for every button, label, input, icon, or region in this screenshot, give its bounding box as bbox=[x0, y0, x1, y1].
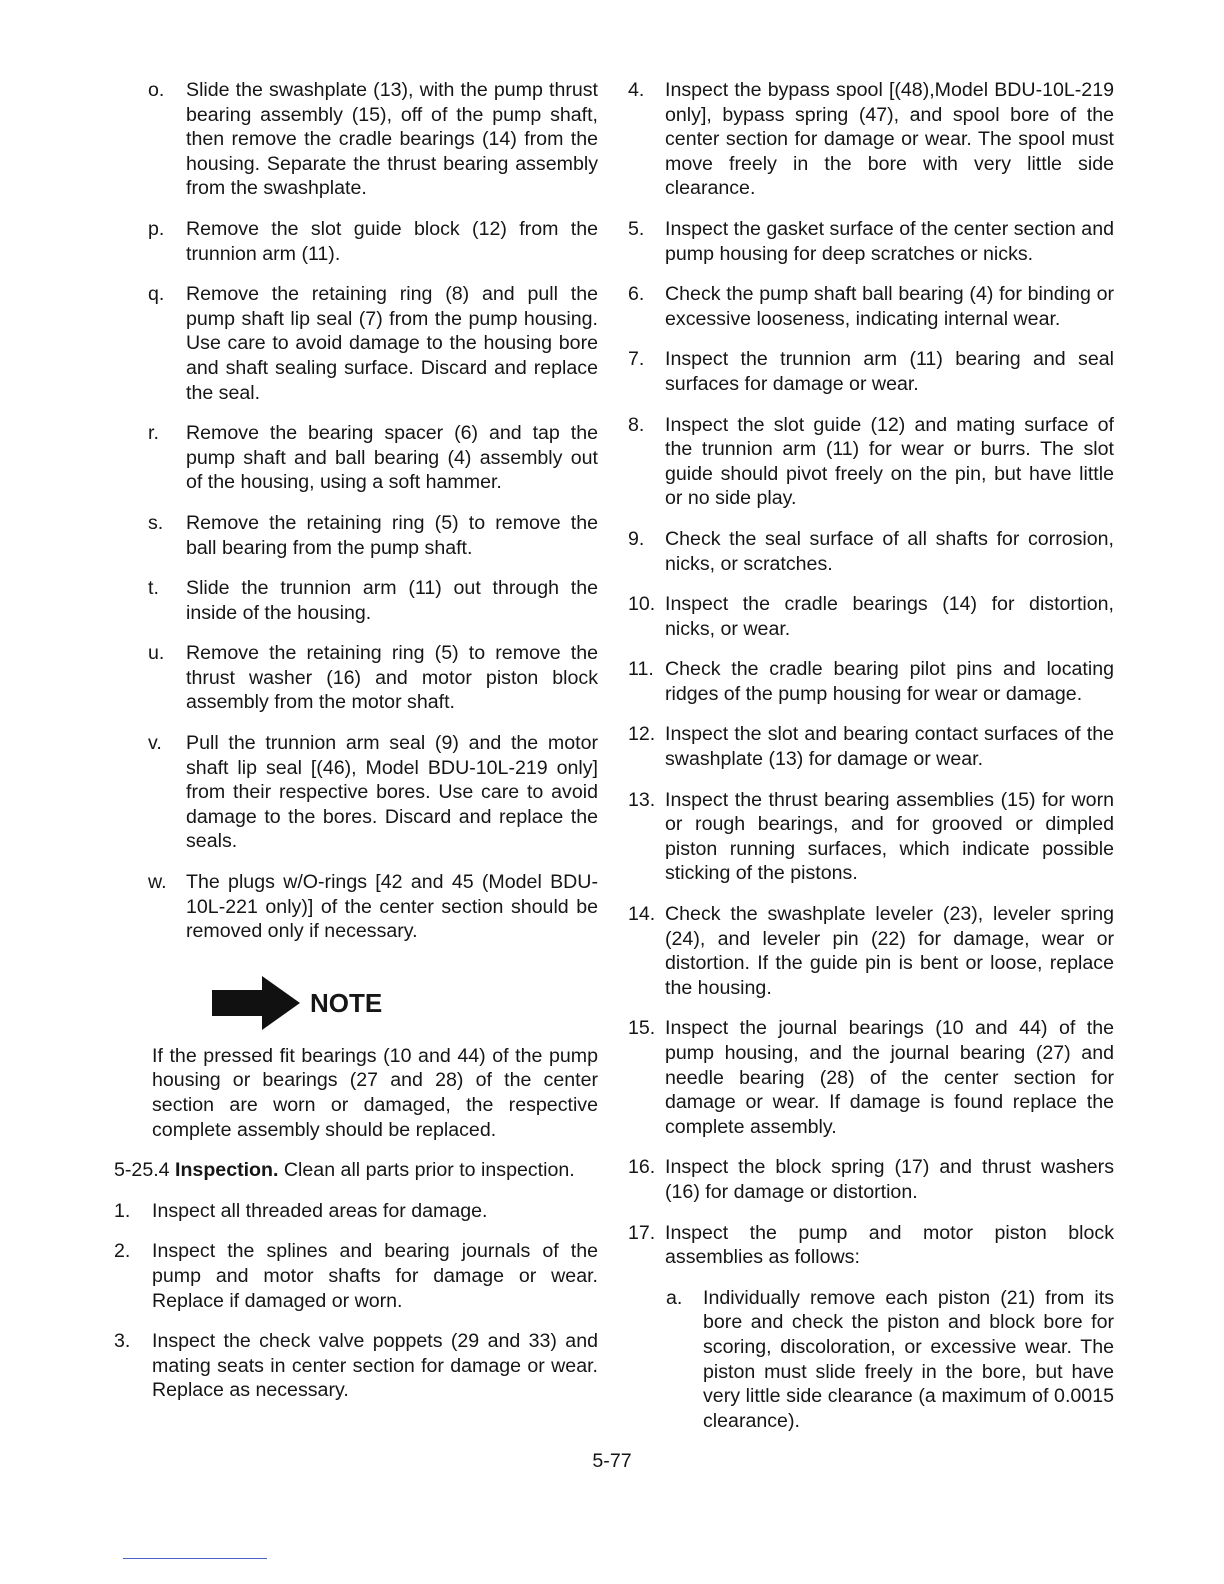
step-label: q. bbox=[148, 283, 165, 306]
item-label: 11. bbox=[628, 658, 654, 681]
inspection-item-1 bbox=[114, 1199, 598, 1224]
item-label: 8. bbox=[628, 413, 645, 436]
item-text: Check the cradle bearing pilot pins and locating ridges of the pump housing for wear or damage. bbox=[665, 658, 1114, 705]
item-text: Check the pump shaft ball bearing (4) for binding or excessive looseness, indicating internal wear. bbox=[665, 283, 1114, 330]
step-t bbox=[114, 576, 598, 625]
item-text: Inspect the check valve poppets (29 and 33) and mating seats in center section for damage or wear. Replace as necessary. bbox=[152, 1330, 598, 1402]
item-label: 7. bbox=[628, 348, 645, 371]
step-text: Pull the trunnion arm seal (9) and the motor shaft lip seal [(46), Model BDU-10L-219 only] from their respective bores. Use care to avoid damage to the bores. Discard and replace the seals. bbox=[186, 732, 598, 853]
step-text: Remove the retaining ring (5) to remove the ball bearing from the pump shaft. bbox=[186, 511, 598, 559]
inspection-item-11 bbox=[628, 657, 1114, 706]
item-text: Check the seal surface of all shafts for corrosion, nicks, or scratches. bbox=[665, 527, 1114, 575]
item-label: 13. bbox=[628, 788, 656, 811]
step-label: v. bbox=[148, 732, 162, 755]
item-text: Inspect the journal bearings (10 and 44) of the pump housing, and the journal bearing (27) and needle bearing (28) of the center section for damage or wear. If damage is found replace the complete assembly. bbox=[665, 1017, 1114, 1138]
section-text: Clean all parts prior to inspection. bbox=[283, 1159, 575, 1182]
item-text: Inspect the bypass spool [(48),Model BDU-10L-219 only], bypass spring (47), and spool bore of the center section for damage or wear. The spool must move freely in the bore with very little side clearance. bbox=[665, 79, 1114, 200]
subitem-text: Individually remove each piston (21) from its bore and check the piston and block bore for scoring, discoloration, or excessive wear. The piston must slide freely in the bore, but have very little side clearance (a maximum of 0.0015 clearance). bbox=[703, 1286, 1114, 1432]
step-label: w. bbox=[148, 871, 167, 894]
item-text: Inspect the cradle bearings (14) for distortion, nicks, or wear. bbox=[665, 593, 1114, 640]
inspection-item-4 bbox=[628, 78, 1114, 201]
item-text: Check the swashplate leveler (23), leveler spring (24), and leveler pin (22) for damage, wear or distortion. If the guide pin is bent or loose, replace the housing. bbox=[665, 903, 1114, 999]
item-label: 17. bbox=[628, 1221, 656, 1244]
inspection-item-5 bbox=[628, 217, 1114, 266]
item-label: 6. bbox=[628, 283, 645, 306]
item-text: Inspect the slot and bearing contact surfaces of the swashplate (13) for damage or wear. bbox=[665, 723, 1114, 771]
step-w bbox=[114, 870, 598, 944]
item-label: 9. bbox=[628, 527, 645, 550]
inspection-subitem-a bbox=[628, 1286, 1114, 1434]
item-text: Inspect the splines and bearing journals of the pump and motor shafts for damage or wear. Replace if damaged or worn. bbox=[152, 1240, 598, 1312]
step-text: The plugs w/O-rings [42 and 45 (Model BDU-10L-221 only)] of the center section should be removed only if necessary. bbox=[186, 871, 598, 943]
section-title: Inspection. bbox=[175, 1159, 279, 1182]
item-label: 4. bbox=[628, 79, 645, 101]
footer-rule bbox=[123, 1558, 267, 1559]
step-label: t. bbox=[148, 577, 159, 600]
item-text: Inspect the gasket surface of the center section and pump housing for deep scratches or nicks. bbox=[665, 217, 1114, 265]
inspection-item-12 bbox=[628, 722, 1114, 771]
step-label: p. bbox=[148, 217, 165, 240]
subitem-label: a. bbox=[666, 1286, 683, 1309]
section-number: 5-25.4 bbox=[114, 1159, 170, 1182]
step-text: Remove the retaining ring (5) to remove the thrust washer (16) and motor piston block assembly from the motor shaft. bbox=[186, 642, 598, 714]
inspection-item-17 bbox=[628, 1221, 1114, 1270]
item-text: Inspect the slot guide (12) and mating surface of the trunnion arm (11) for wear or burrs. The slot guide should pivot freely on the pin, but have little or no side play. bbox=[665, 413, 1114, 510]
right-column bbox=[628, 78, 1114, 1433]
page-number: 5-77 bbox=[592, 1450, 632, 1472]
inspection-item-14 bbox=[628, 902, 1114, 1000]
item-label: 5. bbox=[628, 217, 645, 240]
item-text: Inspect the thrust bearing assemblies (15) for worn or rough bearings, and for grooved or dimpled piston running surfaces, which indicate possible sticking of the pistons. bbox=[665, 788, 1114, 885]
item-label: 3. bbox=[114, 1330, 131, 1353]
inspection-item-13 bbox=[628, 788, 1114, 886]
step-s bbox=[114, 511, 598, 560]
item-label: 15. bbox=[628, 1017, 656, 1040]
note-title: NOTE bbox=[310, 987, 383, 1018]
step-text: Remove the retaining ring (8) and pull the pump shaft lip seal (7) from the pump housing. Use care to avoid damage to the housing bore and shaft sealing surface. Discard and replace the seal. bbox=[186, 283, 598, 404]
step-text: Remove the bearing spacer (6) and tap the pump shaft and ball bearing (4) assembly out of the housing, using a soft hammer. bbox=[186, 422, 598, 494]
item-label: 14. bbox=[628, 903, 656, 926]
item-text: Inspect the pump and motor piston block assemblies as follows: bbox=[665, 1221, 1114, 1269]
item-label: 2. bbox=[114, 1240, 131, 1263]
step-text: Slide the trunnion arm (11) out through the inside of the housing. bbox=[186, 577, 598, 624]
note-text: If the pressed fit bearings (10 and 44) of the pump housing or bearings (27 and 28) of the center section are worn or damaged, the respective complete assembly should be replaced. bbox=[152, 1044, 598, 1141]
inspection-item-16 bbox=[628, 1155, 1114, 1204]
item-label: 1. bbox=[114, 1199, 131, 1222]
note-heading-block bbox=[114, 976, 598, 1036]
step-p bbox=[114, 217, 598, 266]
step-o bbox=[114, 78, 598, 201]
step-v bbox=[114, 731, 598, 854]
step-text: Slide the swashplate (13), with the pump thrust bearing assembly (15), off of the pump shaft, then remove the cradle bearings (14) from the housing. Separate the thrust bearing assembly from the swashplate. bbox=[186, 79, 598, 200]
item-label: 10. bbox=[628, 593, 656, 616]
section-inspection bbox=[114, 1158, 598, 1183]
inspection-item-9 bbox=[628, 527, 1114, 576]
inspection-item-6 bbox=[628, 282, 1114, 331]
inspection-item-7 bbox=[628, 347, 1114, 396]
step-r bbox=[114, 421, 598, 495]
step-label: r. bbox=[148, 422, 159, 445]
item-label: 16. bbox=[628, 1156, 656, 1179]
step-text: Remove the slot guide block (12) from the trunnion arm (11). bbox=[186, 217, 598, 265]
inspection-item-8 bbox=[628, 413, 1114, 511]
arrow-icon bbox=[212, 976, 302, 1034]
step-label: u. bbox=[148, 642, 165, 665]
inspection-item-2 bbox=[114, 1239, 598, 1313]
step-u bbox=[114, 641, 598, 715]
item-text: Inspect the block spring (17) and thrust washers (16) for damage or distortion. bbox=[665, 1156, 1114, 1203]
inspection-item-15 bbox=[628, 1016, 1114, 1139]
step-label: s. bbox=[148, 511, 164, 534]
left-column bbox=[114, 78, 598, 1403]
item-text: Inspect the trunnion arm (11) bearing and seal surfaces for damage or wear. bbox=[665, 348, 1114, 395]
item-label: 12. bbox=[628, 723, 656, 746]
item-text: Inspect all threaded areas for damage. bbox=[152, 1199, 488, 1222]
step-q bbox=[114, 282, 598, 405]
inspection-item-3 bbox=[114, 1329, 598, 1403]
step-label: o. bbox=[148, 79, 165, 101]
inspection-item-10 bbox=[628, 592, 1114, 641]
